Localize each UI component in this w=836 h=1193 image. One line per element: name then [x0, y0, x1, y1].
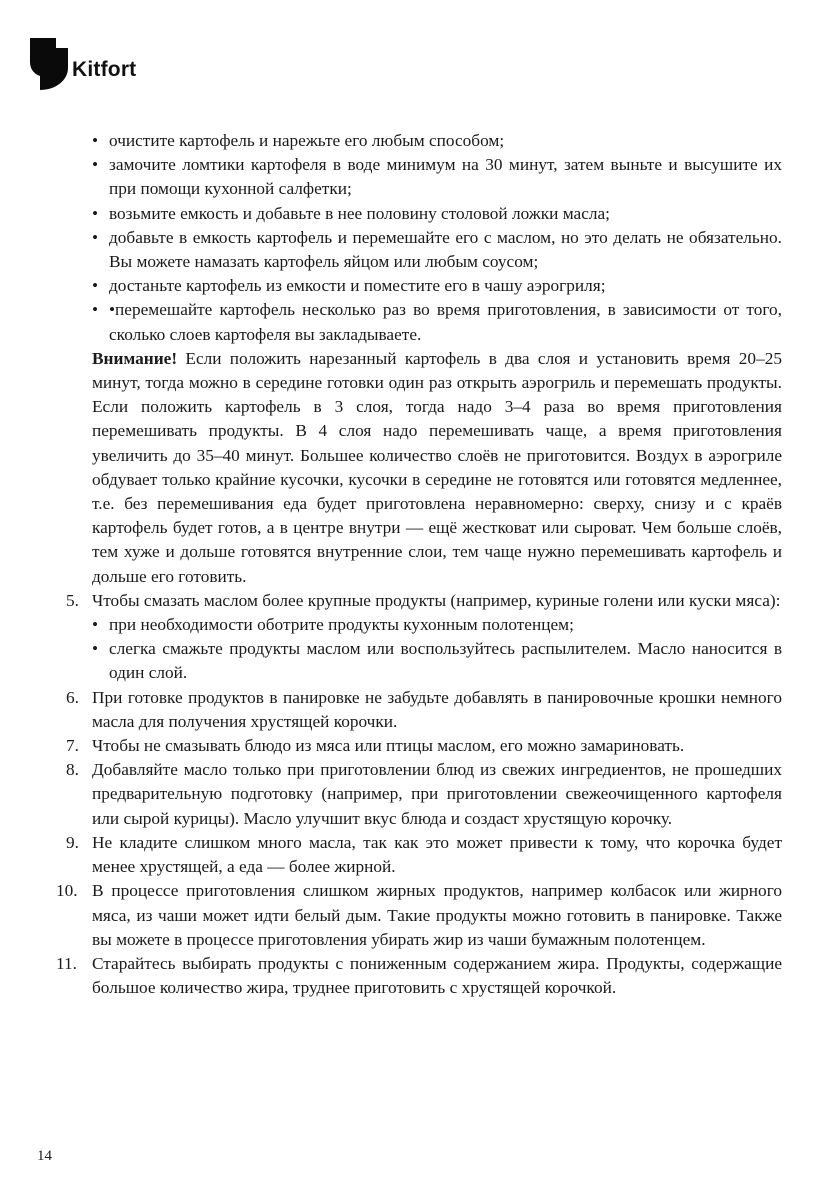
- kitfort-logo-icon: [30, 38, 68, 90]
- step-bullet-list: [92, 613, 782, 686]
- step-item: [66, 589, 782, 686]
- bullet-marker: •: [92, 615, 99, 635]
- list-item-text: возьмите емкость и добавьте в нее половину столовой ложки масла;: [109, 203, 610, 223]
- attention-note: [92, 347, 782, 589]
- step-number: 9.: [66, 832, 79, 852]
- step-number: 8.: [66, 760, 79, 780]
- list-item-text: слегка смажьте продукты маслом или воспользуйтесь распылителем. Масло наносится в один слой.: [109, 639, 782, 683]
- numbered-steps: [56, 589, 782, 1000]
- list-item: [92, 129, 782, 153]
- step-number: 7.: [66, 736, 79, 756]
- list-item: [92, 202, 782, 226]
- step-text: Старайтесь выбирать продукты с пониженным содержанием жира. Продукты, содержащие большое количество жира, труднее приготовить с хрустящей корочкой.: [92, 953, 782, 998]
- list-item-text: очистите картофель и нарежьте его любым способом;: [109, 131, 505, 150]
- list-item: [92, 274, 782, 298]
- list-item: [92, 298, 782, 346]
- step-number: 6.: [66, 687, 79, 707]
- bullet-marker: •: [92, 639, 99, 659]
- list-item-text: при необходимости оботрите продукты кухонным полотенцем;: [109, 615, 574, 635]
- step-text: При готовке продуктов в панировке не забудьте добавлять в панировочные крошки немного масла для получения хрустящей корочки.: [92, 687, 782, 731]
- step-item: [66, 831, 782, 879]
- bullet-marker: •: [92, 131, 99, 150]
- list-item-text: достаньте картофель из емкости и поместите его в чашу аэрогриля;: [109, 276, 606, 296]
- step-item: [56, 879, 782, 952]
- list-item: [92, 226, 782, 274]
- brand-name: Kitfort: [72, 58, 137, 81]
- attention-label: Внимание!: [92, 348, 178, 368]
- intro-bullet-list: [66, 129, 782, 347]
- bullet-marker: •: [92, 227, 99, 247]
- list-item-text: замочите ломтики картофеля в воде минимум на 30 минут, затем выньте и высушите их при помощи кухонной салфетки;: [109, 155, 782, 199]
- step-number: 10.: [56, 881, 78, 901]
- bullet-marker: •: [92, 276, 99, 296]
- bullet-marker: •: [92, 300, 99, 320]
- bullet-marker: •: [92, 203, 99, 223]
- step-number: 5.: [66, 590, 79, 610]
- brand-logo: [30, 38, 136, 90]
- step-text: Чтобы смазать маслом более крупные продукты (например, куриные голени или куски мяса):: [92, 590, 781, 610]
- step-item: [56, 952, 782, 1000]
- list-item: [92, 613, 782, 637]
- step-number: 11.: [56, 953, 77, 973]
- step-text: В процессе приготовления слишком жирных продуктов, например колбасок или жирного мяса, из чаши может идти белый дым. Такие продукты можно готовить в панировке. Также вы можете в процессе приготовления убирать жир из чаши бумажным полотенцем.: [92, 881, 782, 949]
- page-body: [56, 129, 782, 1000]
- step-item: [66, 758, 782, 831]
- step-text: Добавляйте масло только при приготовлении блюд из свежих ингредиентов, не прошедших предварительную подготовку (например, при приготовлении свежеочищенного картофеля или сырой курицы). Масло улучшит вкус блюда и создаст хрустящую корочку.: [92, 760, 782, 828]
- page-number: 14: [37, 1148, 52, 1164]
- step-text: Не кладите слишком много масла, так как это может привести к тому, что корочка будет менее хрустящей, а еда — более жирной.: [92, 832, 782, 877]
- list-item: [92, 153, 782, 201]
- step-text: Чтобы не смазывать блюдо из мяса или птицы маслом, его можно замариновать.: [92, 736, 685, 756]
- attention-text: Если положить нарезанный картофель в два слоя и установить время 20–25 минут, тогда можно в середине готовки один раз открыть аэрогриль и перемешать продукты. Если положить картофель в 3 слоя, тогда надо 3–4 раза во время приготовления перемешивать продукты. В 4 слоя надо перемешивать чаще, а время приготовления увеличить до 35–40 минут. Большее количество слоёв не приготовится. Воздух в аэрогриле обдувает только крайние кусочки, кусочки в середине не готовятся или готовятся медленнее, т.е. без перемешивания еда будет приготовлена неравномерно: сверху, снизу и с краёв картофель будет готов, а в центре внутри — ещё жестковат или сыроват. Чем больше слоёв, тем хуже и дольше готовятся внутренние слои, тем чаще нужно перемешивать картофель и дольше его готовить.: [92, 348, 782, 586]
- bullet-marker: •: [92, 155, 99, 175]
- list-item-text: •перемешайте картофель несколько раз во время приготовления, в зависимости от того, сколько слоев картофеля вы закладываете.: [109, 300, 782, 344]
- step-item: [66, 686, 782, 734]
- step-item: [66, 734, 782, 758]
- list-item: [92, 637, 782, 685]
- list-item-text: добавьте в емкость картофель и перемешайте его с маслом, но это делать не обязательно. Вы можете намазать картофель яйцом или любым соусом;: [109, 227, 782, 272]
